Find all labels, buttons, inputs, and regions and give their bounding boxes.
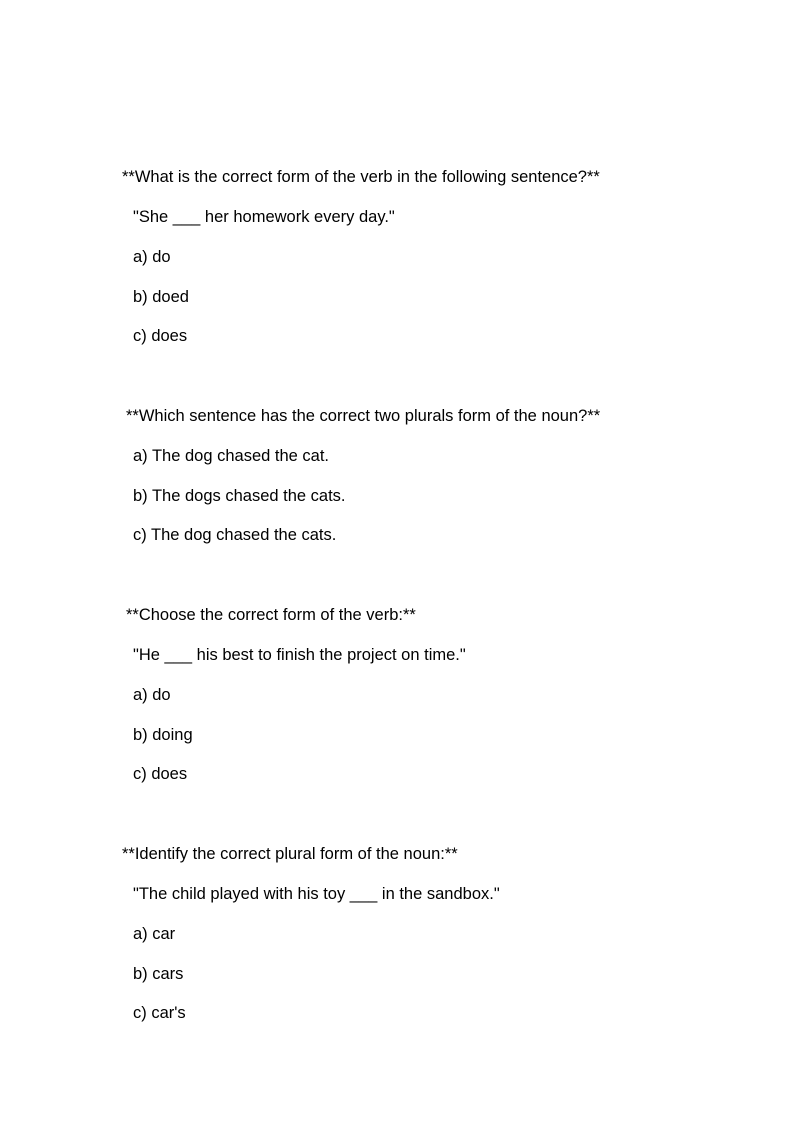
question-3-option-a: a) do	[133, 686, 171, 704]
question-1-option-b: b) doed	[133, 288, 189, 306]
question-4-option-b: b) cars	[133, 965, 184, 983]
question-4-option-a: a) car	[133, 925, 176, 943]
question-3-prompt: **Choose the correct form of the verb:**	[126, 606, 416, 624]
question-2-option-b: b) The dogs chased the cats.	[133, 487, 346, 505]
question-3-option-b: b) doing	[133, 726, 193, 744]
question-4-sentence: "The child played with his toy ___ in the sandbox."	[133, 885, 500, 903]
question-2-option-a: a) The dog chased the cat.	[133, 447, 329, 465]
question-1-option-a: a) do	[133, 248, 171, 266]
question-2-option-c: c) The dog chased the cats.	[133, 526, 337, 544]
question-1-option-c: c) does	[133, 327, 188, 345]
question-2-prompt: **Which sentence has the correct two plurals form of the noun?**	[126, 407, 601, 425]
question-3-sentence: "He ___ his best to finish the project on time."	[133, 646, 466, 664]
question-3-option-c: c) does	[133, 765, 188, 783]
question-1-prompt: **What is the correct form of the verb in the following sentence?**	[122, 168, 600, 186]
question-4-option-c: c) car's	[133, 1004, 186, 1022]
question-1-sentence: "She ___ her homework every day."	[133, 208, 395, 226]
question-4-prompt: **Identify the correct plural form of the noun:**	[122, 845, 458, 863]
